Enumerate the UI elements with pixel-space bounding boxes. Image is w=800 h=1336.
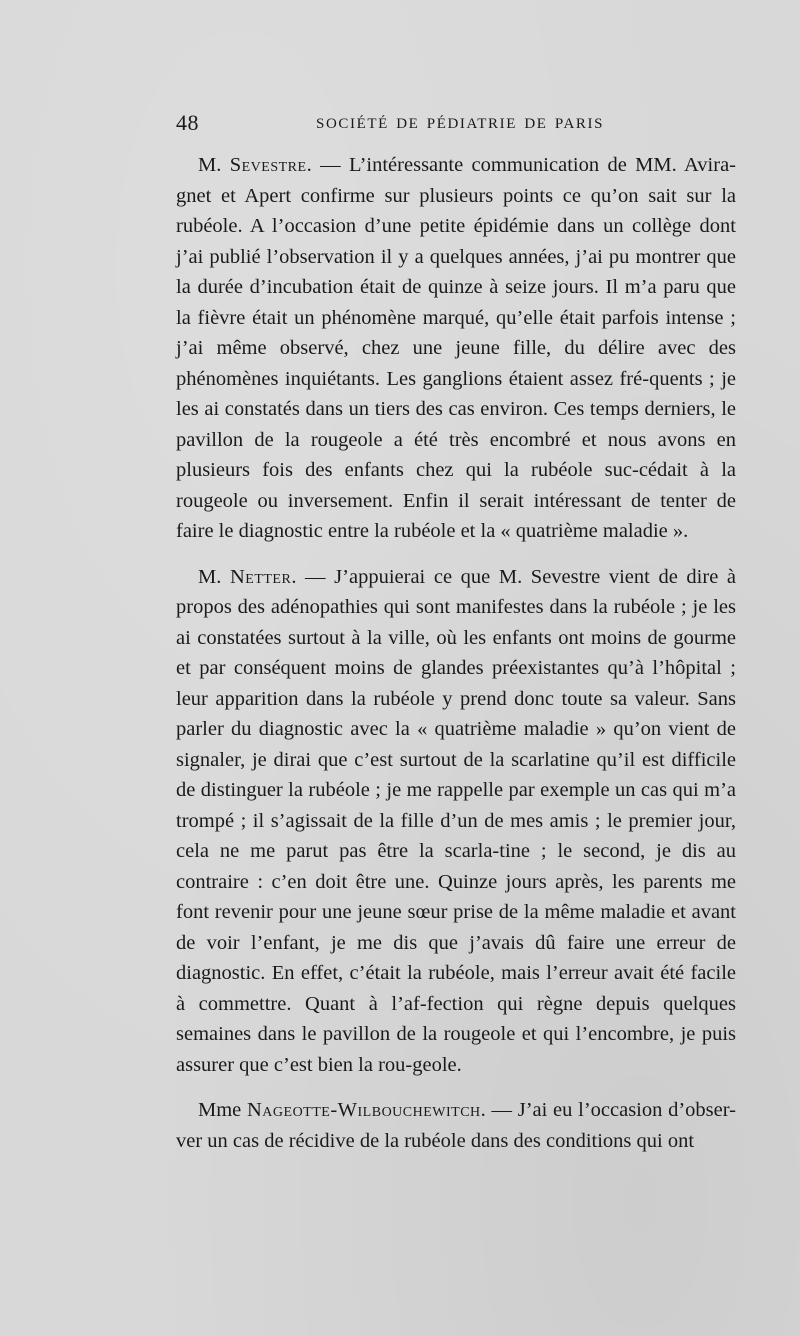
paragraph-text: . — L’intéressante communication de MM. Avira-gnet et Apert confirme sur plusieurs points ce qu’on sait sur la rubéole. A l’occasion d’une petite épidémie dans un collège dont j’ai publié l’observation il y a quelques années, j’ai pu montrer que la durée d’incubation était de quinze à seize jours. Il m’a paru que la fièvre était un phénomène marqué, qu’elle était parfois intense ; j’ai même observé, chez une jeune fille, du délire avec des phénomènes inquiétants. Les ganglions étaient assez fré-quents ; je les ai constatés dans un tiers des cas environ. Ces temps derniers, le pavillon de la rougeole a été très encombré et nous avons en plusieurs fois des enfants chez qui la rubéole suc-cédait à la rougeole ou inversement. Enfin il serait intéressant de tenter de faire le diagnostic entre la rubéole et la « quatrième maladie ». <box>176 154 736 542</box>
paragraph-sevestre <box>176 150 736 547</box>
paragraph-nageotte <box>176 1095 736 1156</box>
page-header <box>176 110 736 140</box>
speaker-prefix: M. <box>198 565 230 588</box>
page-number: 48 <box>176 110 199 135</box>
speaker-prefix: M. <box>198 154 230 176</box>
speaker-name: Sevestre <box>229 154 307 176</box>
running-title: SOCIÉTÉ DE PÉDIATRIE DE PARIS <box>316 116 605 132</box>
paragraph-text: . — J’appuierai ce que M. Sevestre vient de dire à propos des adénopathies qui sont manifestes dans la rubéole ; je les ai constatées surtout à la ville, où les enfants ont moins de gourme et par conséquent moins de glandes préexistantes qu’à l’hôpital ; leur apparition dans la rubéole y prend donc toute sa valeur. Sans parler du diagnostic avec la « quatrième maladie » qu’on vient de signaler, je dirai que c’est surtout de la scarlatine qu’il est difficile de distinguer la rubéole ; je me rappelle par exemple un cas qui m’a trompé ; il s’agissait de la fille d’un de mes amis ; le premier jour, cela ne me parut pas être la scarla-tine ; le second, je dis au contraire : c’en doit être une. Quinze jours après, les parents me font revenir pour une jeune sœur prise de la même maladie et avant de voir l’enfant, je me dis que j’avais dû faire une erreur de diagnostic. En effet, c’était la rubéole, mais l’erreur avait été facile à commettre. Quant à l’af-fection qui règne depuis quelques semaines dans le pavillon de la rougeole et qui l’encombre, je puis assurer que c’est bien la rou-geole. <box>176 565 736 1076</box>
paragraph-text: . — J’ai eu l’occasion d’obser-ver un cas de récidive de la rubéole dans des conditions qui ont <box>176 1099 736 1152</box>
paragraph-netter <box>176 562 736 1081</box>
speaker-prefix: Mme <box>198 1099 247 1121</box>
speaker-name: Netter <box>229 565 292 588</box>
speaker-name: Nageotte-Wilbouchewitch <box>247 1099 481 1121</box>
body-text <box>176 150 736 1156</box>
